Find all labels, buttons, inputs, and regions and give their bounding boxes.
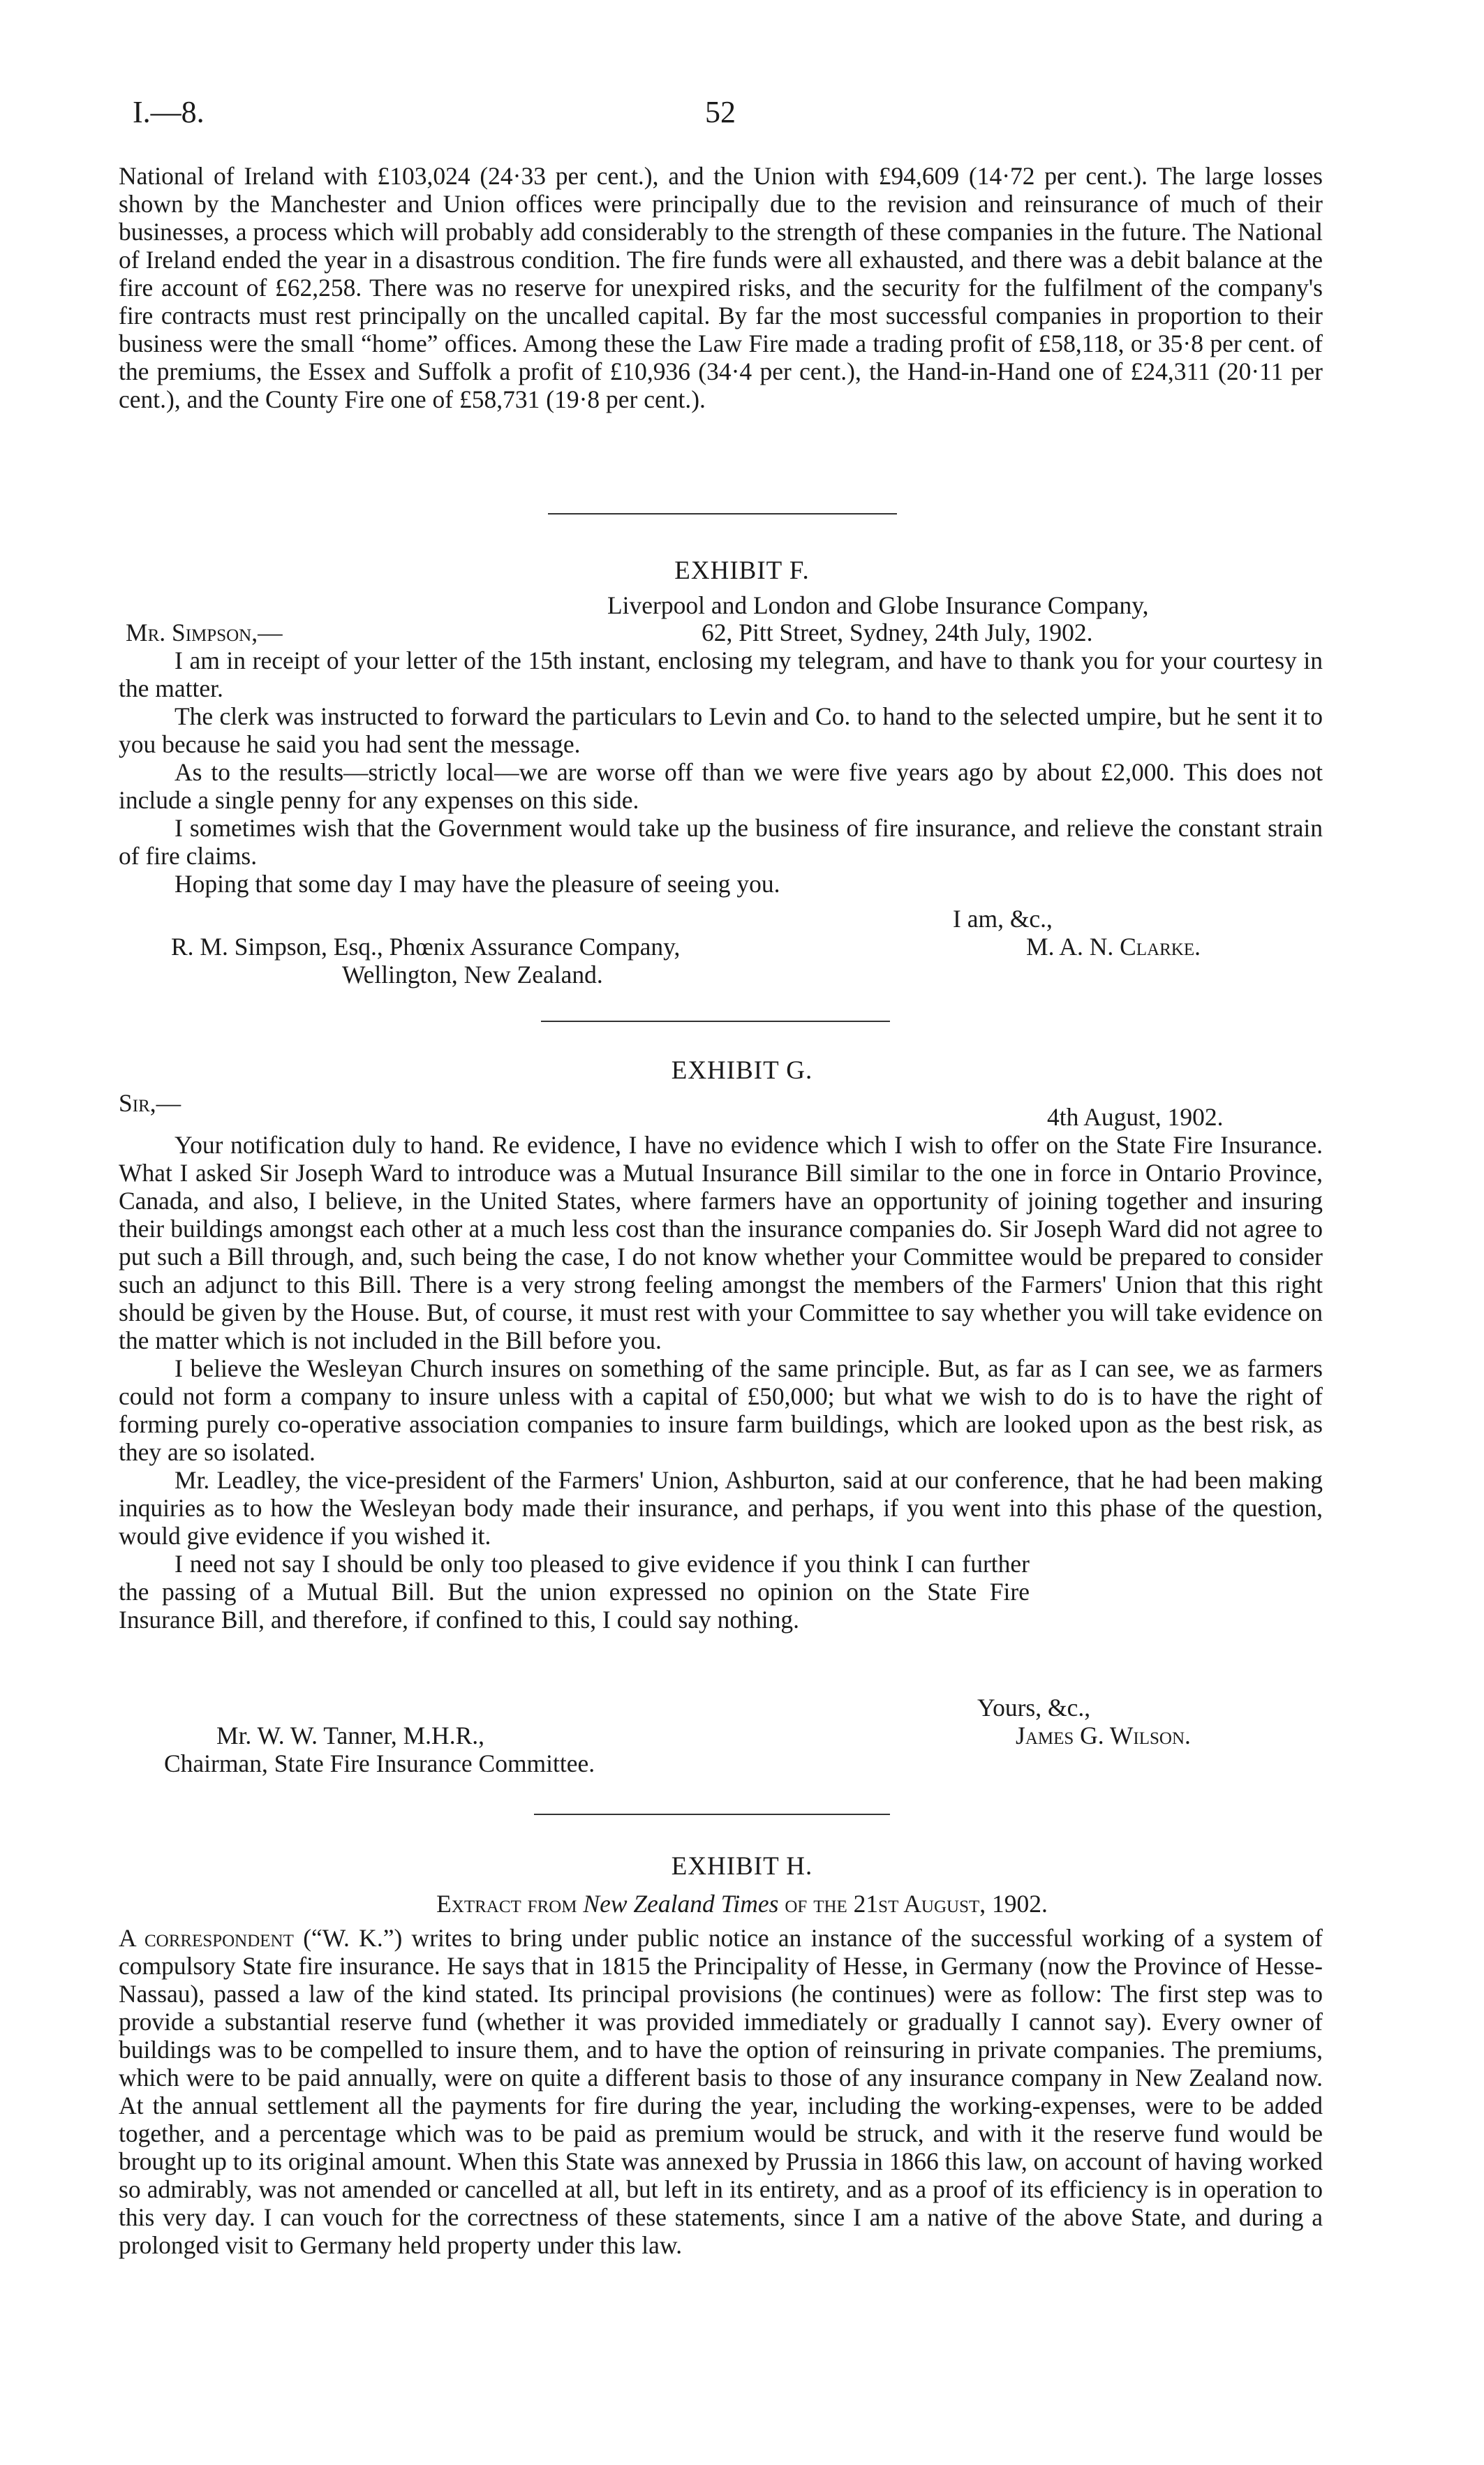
exhibit-g-paragraph: I need not say I should be only too pleased to give evidence if you think I can further the passing of a Mutual Bill. But the union expressed no opinion on the State Fire Insurance Bill, and therefore, if confined to this, I could say nothing.: [119, 1550, 1030, 1634]
newspaper-name: New Zealand Times: [583, 1890, 779, 1918]
exhibit-h-subtitle: [0, 1889, 1484, 1918]
exhibit-g-paragraph: I believe the Wesleyan Church insures on something of the same principle. But, as far as I can see, we as farmers could not form a company to insure unless with a capital of £50,000; but what we wish to do is to have the right of forming purely co-operative association companies to insure farm buildings, which are looked upon as the best risk, as they are so isolated.: [119, 1354, 1323, 1466]
exhibit-g-signature: James G. Wilson.: [1016, 1722, 1191, 1749]
page-number: 52: [705, 95, 736, 129]
exhibit-g-paragraph: Your notification duly to hand. Re evidence, I have no evidence which I wish to offer on the State Fire Insurance. What I asked Sir Joseph Ward to introduce was a Mutual Insurance Bill similar to the one in force in Ontario Province, Canada, and also, I believe, in the United States, where farmers have an opportunity of joining together and insuring their buildings amongst each other at a much less cost than the insurance companies do. Sir Joseph Ward did not agree to put such a Bill through, and, such being the case, I do not know whether your Committee would be prepared to consider such an adjunct to this Bill. There is a very strong feeling amongst the members of the Farmers' Union that this right should be given by the House. But, of course, it must rest with your Committee to say whether you will take evidence on the matter which is not included in the Bill before you.: [119, 1131, 1323, 1354]
exhibit-g-addressee-title: Chairman, State Fire Insurance Committee.: [164, 1749, 595, 1777]
exhibit-g-date: 4th August, 1902.: [1047, 1103, 1224, 1131]
exhibit-f-signature: M. A. N. Clarke.: [1026, 933, 1201, 961]
exhibit-g-closing: Yours, &c.,: [977, 1694, 1091, 1722]
exhibit-g-title: EXHIBIT G.: [671, 1056, 813, 1085]
section-divider: [534, 1814, 890, 1815]
exhibit-f-paragraph: I sometimes wish that the Government would take up the business of fire insurance, and relieve the constant strain of fire claims.: [119, 814, 1323, 870]
exhibit-h-lead: A correspondent: [119, 1924, 294, 1952]
exhibit-h-text: (“W. K.”) writes to bring under public notice an instance of the successful working of a system of compulsory State fire insurance. He says that in 1815 the Principality of Hesse, in Germany (now the Province of Hesse-Nassau), passed a law of the kind stated. Its principal provisions (he continues) were as follow: The first step was to provide a substantial reserve fund (whether it was provided immediately or gradually I cannot say). Every owner of buildings was to be compelled to insure them, and to have the option of reinsuring in private companies. The premiums, which were to be paid annually, were on quite a different basis to those of any insurance company in New Zealand now. At the annual settlement all the payments for fire during the year, including the working-expenses, were to be added together, and a percentage which was to be paid as premium would be struck, and with it the reserve fund would be brought up to its original amount. When this State was annexed by Prussia in 1866 this law, on account of having worked so admirably, was not amended or cancelled at all, but left in its entirety, and as a proof of its efficiency is in operation to this very day. I can vouch for the correctness of these statements, since I am a native of the above State, and during a prolonged visit to Germany held property under this law.: [119, 1924, 1323, 2259]
section-divider: [541, 1021, 890, 1022]
exhibit-f-addressee-location: Wellington, New Zealand.: [342, 961, 603, 989]
exhibit-g-salutation: Sir,—: [119, 1089, 181, 1117]
section-reference: I.—8.: [133, 95, 205, 129]
exhibit-h-body: [119, 1924, 1323, 2259]
exhibit-f-paragraph: I am in receipt of your letter of the 15th instant, enclosing my telegram, and have to thank you for your courtesy in the matter.: [119, 646, 1323, 702]
exhibit-f-closing: I am, &c.,: [953, 905, 1053, 933]
exhibit-f-body: [119, 646, 1323, 898]
exhibit-f-addressee: R. M. Simpson, Esq., Phœnix Assurance Company,: [171, 933, 681, 961]
exhibit-f-paragraph: The clerk was instructed to forward the particulars to Levin and Co. to hand to the selected umpire, but he sent it to you because he said you had sent the message.: [119, 702, 1323, 758]
subtitle-prefix: Extract from: [436, 1890, 577, 1918]
intro-section: [119, 162, 1323, 413]
exhibit-h-title: EXHIBIT H.: [671, 1852, 813, 1881]
exhibit-g-paragraph: Mr. Leadley, the vice-president of the Farmers' Union, Ashburton, said at our conference, that he had been making inquiries as to how the Wesleyan body made their insurance, and perhaps, if you went into this phase of the question, would give evidence if you wished it.: [119, 1466, 1323, 1550]
exhibit-f-paragraph: Hoping that some day I may have the pleasure of seeing you.: [175, 870, 780, 898]
exhibit-f-company: Liverpool and London and Globe Insurance Company,: [607, 591, 1149, 619]
exhibit-f-address-date: 62, Pitt Street, Sydney, 24th July, 1902.: [702, 619, 1093, 646]
exhibit-g-body: [119, 1131, 1323, 1634]
exhibit-f-salutation: Mr. Simpson,—: [126, 619, 283, 646]
exhibit-h-paragraph: [119, 1924, 1323, 2259]
exhibit-f-title: EXHIBIT F.: [674, 556, 810, 585]
exhibit-g-addressee: Mr. W. W. Tanner, M.H.R.,: [216, 1722, 484, 1749]
subtitle-suffix: of the 21st August, 1902.: [785, 1890, 1048, 1918]
section-divider: [548, 513, 897, 515]
exhibit-f-paragraph: As to the results—strictly local—we are worse off than we were five years ago by about £2,000. This does not include a single penny for any expenses on this side.: [119, 758, 1323, 814]
intro-paragraph: National of Ireland with £103,024 (24·33 per cent.), and the Union with £94,609 (14·72 per cent.). The large losses shown by the Manchester and Union offices were principally due to the revision and reinsurance of much of their businesses, a process which will probably add considerably to the strength of these companies in the future. The National of Ireland ended the year in a disastrous condition. The fire funds were all exhausted, and there was a debit balance at the fire account of £62,258. There was no reserve for unexpired risks, and the security for the fulfilment of the company's fire contracts must rest principally on the uncalled capital. By far the most successful companies in proportion to their business were the small “home” offices. Among these the Law Fire made a trading profit of £58,118, or 35·8 per cent. of the premiums, the Essex and Suffolk a profit of £10,936 (34·4 per cent.), the Hand-in-Hand one of £24,311 (20·11 per cent.), and the County Fire one of £58,731 (19·8 per cent.).: [119, 162, 1323, 413]
